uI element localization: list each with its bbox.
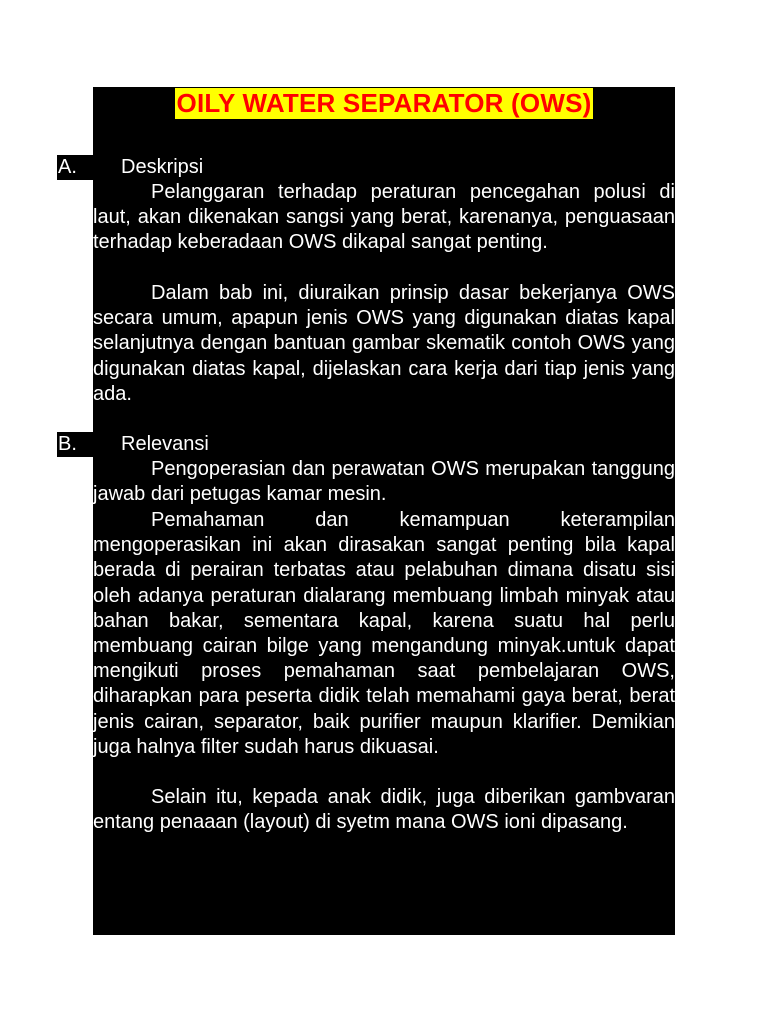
section-b-paragraph-1: Pengoperasian dan perawatan OWS merupakan tanggung jawab dari petugas kamar mesin. [93, 458, 675, 506]
section-b-marker: B. [57, 432, 94, 457]
section-a-paragraph-1: Pelanggaran terhadap peraturan pencegahan polusi di laut, akan dikenakan sangsi yang berat, karenanya, penguasaan terhadap keberadaan OWS dikapal sangat penting. [93, 181, 675, 254]
section-b-paragraph-2: Pemahaman dan kemampuan keterampilan mengoperasikan ini akan dirasakan sangat penting bila kapal berada di perairan terbatas atau pelabuhan dimana disatu sisi oleh adanya peraturan dialarang membuang limbah minyak atau bahan bakar, sementara kapal, karena suatu hal perlu membuang cairan bilge yang mengandung minyak.untuk dapat mengikuti proses pemahaman saat pembelajaran OWS, diharapkan para peserta didik telah memahami gaya berat, berat jenis cairan, separator, baik purifier maupun klarifier. Demikian juga halnya filter sudah harus dikuasai. [93, 509, 675, 758]
title-row [0, 88, 768, 119]
section-a-paragraph-2: Dalam bab ini, diuraikan prinsip dasar bekerjanya OWS secara umum, apapun jenis OWS yang digunakan diatas kapal selanjutnya dengan bantuan gambar skematik contoh OWS yang digunakan diatas kapal, dijelaskan cara kerja dari tiap jenis yang ada. [93, 282, 675, 405]
document-title: OILY WATER SEPARATOR (OWS) [176, 88, 592, 118]
section-b-heading: Relevansi [121, 433, 209, 455]
section-b-paragraph-3: Selain itu, kepada anak didik, juga diberikan gambvaran entang penaaan (layout) di syetm mana OWS ioni dipasang. [93, 786, 675, 834]
section-a-marker: A. [57, 155, 94, 180]
section-a-heading: Deskripsi [121, 156, 204, 178]
